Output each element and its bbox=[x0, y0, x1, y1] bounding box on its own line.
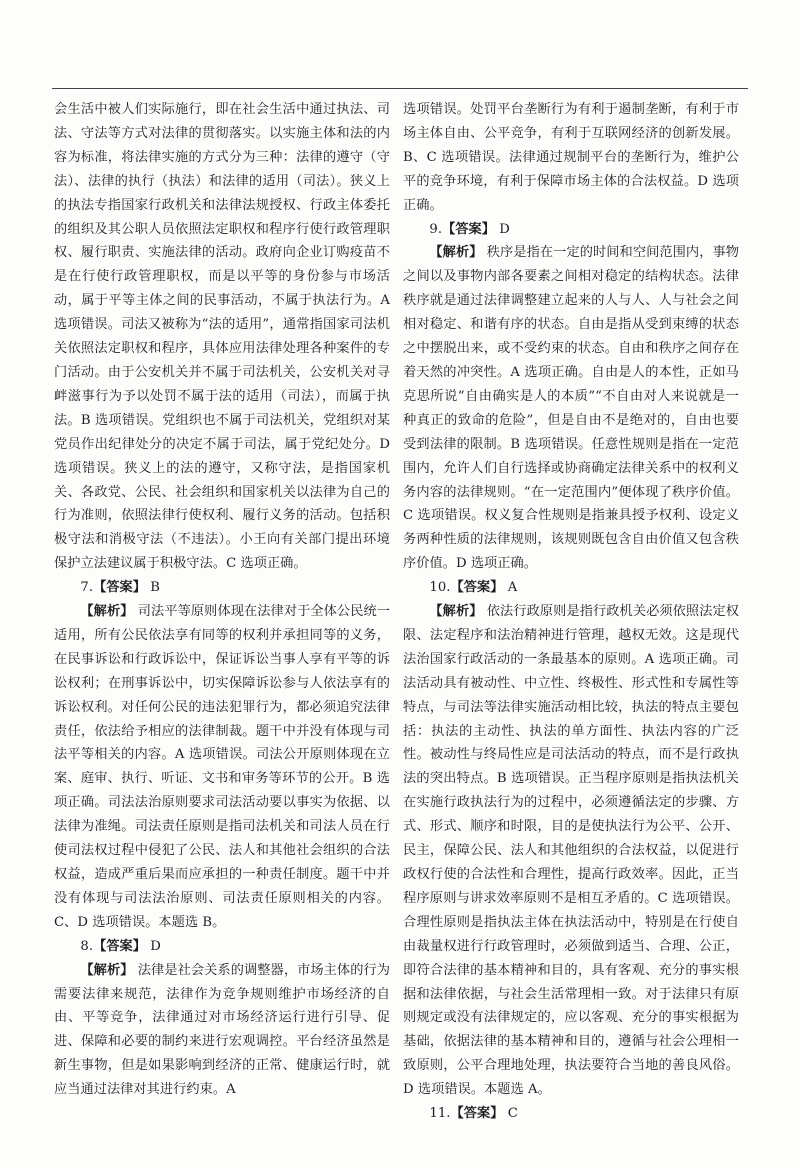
q9-answer-label: 【答案】 bbox=[442, 221, 496, 237]
q8-explanation-label: 【解析】 bbox=[80, 962, 134, 978]
q9-number: 9. bbox=[429, 221, 443, 237]
q11-answer-line bbox=[403, 1102, 739, 1126]
q7-answer-label: 【答案】 bbox=[93, 580, 147, 596]
q10-explanation bbox=[403, 600, 739, 1102]
q6-explanation-continued: 会生活中被人们实际施行，即在社会生活中通过执法、司法、守法等方式对法律的贯彻落实。以实施主体和法的内容为标准，将法律实施的方式分为三种：法律的遵守（守法）、法律的执行（执法）和法律的适用（司法）。狭义上的执法专指国家行政机关和法律法规授权、行政主体委托的组织及其公职人员依照法定职权和程序行使行政管理职权、履行职责、实施法律的活动。政府向企业订购疫苗不是在行使行政管理职权，而是以平等的身份参与市场活动，属于平等主体之间的民事活动，不属于执法行为。A 选项错误。司法又被称为“法的适用”，通常指国家司法机关依照法定职权和程序，具体应用法律处理各种案件的专门活动。由于公安机关并不属于司法机关，公安机关对寻衅滋事行为予以处罚不属于法的适用（司法），而属于执法。B 选项错误。党组织也不属于司法机关，党组织对某党员作出纪律处分的决定不属于司法，属于党纪处分。D 选项错误。狭义上的法的遵守，又称守法，是指国家机关、各政党、公民、社会组织和国家机关以法律为自己的行为准则，依照法律行使权利、履行义务的活动。包括积极守法和消极守法（不违法）。小王向有关部门提出环境保护立法建议属于积极守法。C 选项正确。 bbox=[54, 102, 390, 572]
q10-explanation-label: 【解析】 bbox=[429, 604, 483, 620]
q9-explanation-label: 【解析】 bbox=[429, 245, 483, 261]
q9-answer-line bbox=[403, 218, 739, 242]
header-rule bbox=[52, 88, 748, 89]
q11-number: 11. bbox=[429, 1106, 451, 1122]
q7-explanation bbox=[54, 600, 390, 935]
q10-answer-label: 【答案】 bbox=[450, 580, 504, 596]
left-column bbox=[54, 98, 390, 1102]
q10-number: 10. bbox=[429, 580, 451, 596]
q8-explanation bbox=[54, 959, 390, 1102]
q8-answer-line bbox=[54, 935, 390, 959]
q7-number: 7. bbox=[80, 580, 94, 596]
q7-answer: B bbox=[150, 580, 161, 596]
q11-answer: C bbox=[507, 1106, 518, 1122]
q10-answer-line bbox=[403, 576, 739, 600]
q9-answer: D bbox=[499, 221, 510, 237]
q9-explanation-text: 秩序是指在一定的时间和空间范围内，事物之间以及事物内部各要素之间相对稳定的结构状态。法律秩序就是通过法律调整建立起来的人与人、人与社会之间相对稳定、和谐有序的状态。自由是指从受到束缚的状态之中摆脱出来，或不受约束的状态。自由和秩序之间存在着天然的冲突性。A 选项正确。自由是人的本性，正如马克思所说“自由确实是人的本质”“不自由对人来说就是一种真正的致命的危险”，但是自由不是绝对的，自由也要受到法律的限制。B 选项错误。任意性规则是指在一定范围内，允许人们自行选择或协商确定法律关系中的权利义务内容的法律规则。“在一定范围内”便体现了秩序价值。C 选项错误。权义复合性规则是指兼具授予权利、设定义务两种性质的法律规则，该规则既包含自由价值又包含秩序价值。D 选项正确。 bbox=[403, 245, 739, 572]
q7-explanation-label: 【解析】 bbox=[80, 604, 134, 620]
q8-explanation-text: 法律是社会关系的调整器，市场主体的行为需要法律来规范，法律作为竞争规则维护市场经济的自由、平等竞争，法律通过对市场经济运行进行引导、促进、保障和必要的制约来进行宏观调控。平台经济虽然是新生事物，但是如果影响到经济的正常、健康运行时，就应当通过法律对其进行约束。A bbox=[54, 962, 390, 1098]
q11-answer-label: 【答案】 bbox=[450, 1106, 504, 1122]
q7-answer-line bbox=[54, 576, 390, 600]
right-column bbox=[403, 98, 739, 1126]
q9-explanation bbox=[403, 241, 739, 576]
q8-explanation-continued: 选项错误。处罚平台垄断行为有利于遏制垄断，有利于市场主体自由、公平竞争，有利于互联网经济的创新发展。B、C 选项错误。法律通过规制平台的垄断行为，维护公平的竞争环境，有利于保障市场主体的合法权益。D 选项正确。 bbox=[403, 102, 739, 213]
q10-answer: A bbox=[507, 580, 518, 596]
q7-explanation-text: 司法平等原则体现在法律对于全体公民统一适用，所有公民依法享有同等的权利并承担同等的义务，在民事诉讼和行政诉讼中，保证诉讼当事人享有平等的诉讼权利；在刑事诉讼中，切实保障诉讼参与人依法享有的诉讼权利。对任何公民的违法犯罪行为，都必须追究法律责任，依法给予相应的法律制裁。题干中并没有体现与司法平等相关的内容。A 选项错误。司法公开原则体现在立案、庭审、执行、听证、文书和审务等环节的公开。B 选项正确。司法法治原则要求司法活动要以事实为依据、以法律为准绳。司法责任原则是指司法机关和司法人员在行使司法权过程中侵犯了公民、法人和其他社会组织的合法权益，造成严重后果而应承担的一种责任制度。题干中并没有体现与司法法治原则、司法责任原则相关的内容。C、D 选项错误。本题选 B。 bbox=[54, 604, 390, 930]
q10-explanation-text: 依法行政原则是指行政机关必须依照法定权限、法定程序和法治精神进行管理，越权无效。这是现代法治国家行政活动的一条最基本的原则。A 选项正确。司法活动具有被动性、中立性、终极性、形式性和专属性等特点，与司法等法律实施活动相比较，执法的特点主要包括：执法的主动性、执法的单方面性、执法内容的广泛性。被动性与终局性应是司法活动的特点，而不是行政执法的突出特点。B 选项错误。正当程序原则是指执法机关在实施行政执法行为的过程中，必须遵循法定的步骤、方式、形式、顺序和时限，目的是使执法行为公平、公开、民主，保障公民、法人和其他组织的合法权益，以促进行政权行使的合法性和合理性，提高行政效率。因此，正当程序原则与讲求效率原则不是相互矛盾的。C 选项错误。合理性原则是指执法主体在执法活动中，特别是在行使自由裁量权进行行政管理时，必须做到适当、合理、公正，即符合法律的基本精神和目的，具有客观、充分的事实根据和法律依据，与社会生活常理相一致。对于法律只有原则规定或没有法律规定的，应以客观、充分的事实根据为基础，依据法律的基本精神和目的，遵循与社会公理相一致原则，公平合理地处理，执法要符合当地的善良风俗。D 选项错误。本题选 A。 bbox=[403, 604, 739, 1098]
q8-answer-label: 【答案】 bbox=[93, 938, 147, 954]
q8-answer: D bbox=[150, 938, 161, 954]
q8-number: 8. bbox=[80, 938, 94, 954]
